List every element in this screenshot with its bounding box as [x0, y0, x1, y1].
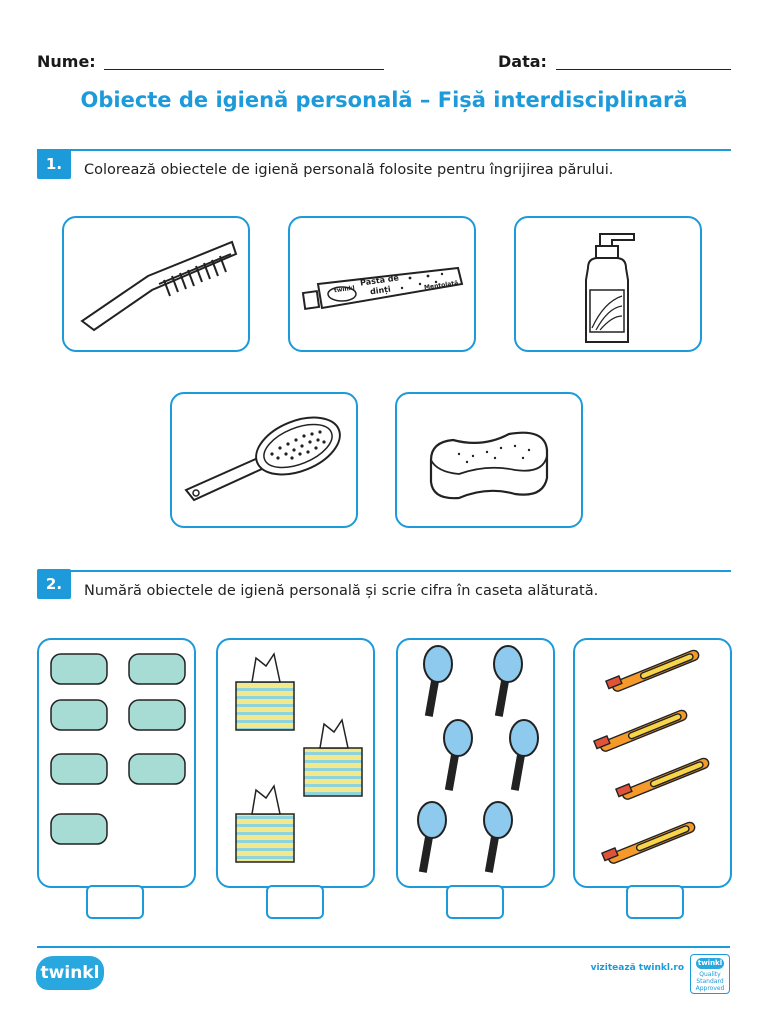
- task2-number: 2.: [37, 569, 71, 599]
- toothpaste-label-1: Pastă de: [359, 273, 400, 288]
- toothpaste-label-2: dinți: [369, 284, 392, 297]
- tissue-box-icon: [236, 654, 362, 862]
- shampoo-bottle-icon: [516, 218, 699, 349]
- sponge-icon: [397, 394, 580, 525]
- hand-mirror-icon: [418, 646, 538, 872]
- tissue-answer-box[interactable]: [266, 885, 324, 919]
- shampoo-box[interactable]: [514, 216, 702, 352]
- sponge-box[interactable]: [395, 392, 583, 528]
- hairbrush-box[interactable]: [170, 392, 358, 528]
- comb-icon: [64, 218, 247, 349]
- toothbrush-icon: [594, 645, 710, 866]
- hairbrush-icon: [172, 394, 355, 525]
- badge-logo: twinkl: [697, 959, 723, 967]
- toothbrush-card: [573, 638, 732, 888]
- name-field[interactable]: [104, 69, 384, 70]
- twinkl-logo[interactable]: twinkl: [36, 956, 104, 990]
- task2-divider: [37, 570, 731, 572]
- name-label: Nume:: [37, 52, 96, 71]
- mirror-card: [396, 638, 555, 888]
- tissue-card: [216, 638, 375, 888]
- quality-badge: [690, 954, 730, 994]
- date-label: Data:: [498, 52, 547, 71]
- task2-instruction: Numără obiectele de igienă personală și scrie cifra în caseta alăturată.: [84, 583, 599, 599]
- comb-box[interactable]: [62, 216, 250, 352]
- toothpaste-flavor: Mentolată: [423, 279, 459, 292]
- toothbrush-answer-box[interactable]: [626, 885, 684, 919]
- soap-answer-box[interactable]: [86, 885, 144, 919]
- footer-divider: [37, 946, 730, 948]
- visit-link[interactable]: vizitează twinkl.ro: [590, 963, 684, 973]
- soap-card: [37, 638, 196, 888]
- page-title: Obiecte de igienă personală – Fișă interdisciplinară: [80, 88, 688, 112]
- soap-icon: [51, 654, 185, 844]
- toothpaste-box[interactable]: [288, 216, 476, 352]
- task1-divider: [37, 149, 731, 151]
- task1-instruction: Colorează obiectele de igienă personală folosite pentru îngrijirea părului.: [84, 162, 614, 178]
- date-field[interactable]: [556, 69, 731, 70]
- task1-number: 1.: [37, 149, 71, 179]
- mirror-answer-box[interactable]: [446, 885, 504, 919]
- badge-text: Quality Standard Approved: [695, 971, 725, 992]
- toothpaste-brand: twinkl: [333, 284, 356, 295]
